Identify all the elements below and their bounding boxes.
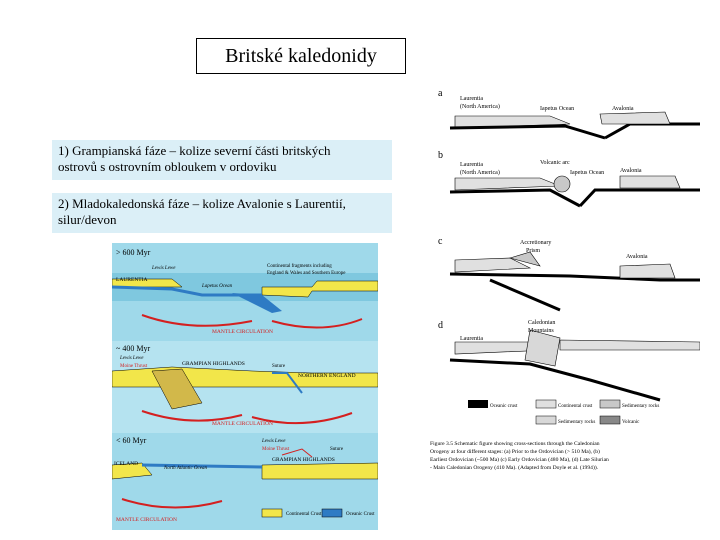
- legend-label: Continental crust: [558, 404, 593, 409]
- caption-line: Orogeny at four different stages: (a) Prior to the Ordovician (> 510 Ma), (b): [430, 449, 600, 455]
- point-line: 1) Grampianská fáze – kolize severní části britských: [58, 143, 331, 158]
- lewis-label: Lewis Lewe: [152, 266, 176, 271]
- stage-letter: d: [438, 320, 443, 331]
- legend-label: Oceanic crust: [490, 404, 518, 409]
- ocean-label: Lapetus Ocean: [202, 284, 233, 289]
- laurentia-label: Laurentia: [460, 336, 483, 342]
- mantle-label: MANTLE CIRCULATION: [212, 421, 273, 427]
- prism-label: Accretionary: [520, 240, 552, 246]
- suture-label: Suture: [330, 447, 344, 452]
- mountains-label: Mountains: [528, 328, 554, 334]
- mantle-label: MANTLE CIRCULATION: [212, 329, 273, 335]
- legend-oceanic-label: Oceanic Crust: [346, 512, 375, 517]
- lewis-label: Lewis Lewe: [120, 356, 144, 361]
- legend-continental-swatch: [262, 509, 282, 517]
- caption-line: - Main Caledonian Orogeny (410 Ma). (Adapted from Doyle et al. (1994)).: [430, 465, 599, 471]
- grampian-label: GRAMPIAN HIGHLANDS: [182, 361, 245, 367]
- laurentia-label: (North America): [460, 104, 500, 110]
- age-label: ~ 400 Myr: [116, 344, 151, 353]
- moine-label: Moine Thrust: [262, 447, 290, 452]
- caption-line: Earliest Ordovician (~500 Ma) (c) Early Ordovician (480 Ma), (d) Late Silurian: [430, 457, 609, 463]
- mountains-label: Caledonian: [528, 320, 556, 326]
- ocean-label: Iapetus Ocean: [570, 170, 605, 176]
- stage-letter: c: [438, 236, 443, 247]
- point-line: 2) Mladokaledonská fáze – kolize Avalonie s Laurentií,: [58, 196, 346, 211]
- fragments-label: England & Wales and Southern Europe: [267, 271, 346, 276]
- avalonia-label: Avalonia: [626, 254, 648, 260]
- iceland-label: ICELAND: [114, 461, 139, 467]
- point-late-caledonian-phase: [52, 193, 392, 233]
- lewis-label: Lewis Lewe: [262, 439, 286, 444]
- panel-400-myr: [112, 341, 378, 433]
- right-orogeny-figure: [430, 80, 700, 540]
- age-label: > 600 Myr: [116, 248, 151, 257]
- stage-a: [438, 88, 700, 138]
- grampian-label: GRAMPIAN HIGHLANDS: [272, 457, 335, 463]
- prism-label: Prism: [526, 248, 541, 254]
- stage-d: [438, 320, 700, 400]
- legend-label: Sedimentary rocks: [622, 404, 660, 409]
- legend-label: Sedimentary rocks: [558, 420, 596, 425]
- stage-b: [438, 150, 700, 206]
- legend-label: Volcanic: [622, 420, 640, 425]
- ocean-label: Iapetus Ocean: [540, 106, 575, 112]
- stage-c: [438, 236, 700, 310]
- avalonia-label: Avalonia: [620, 168, 642, 174]
- mantle-label: MANTLE CIRCULATION: [116, 517, 177, 523]
- arc-label: Volcanic arc: [540, 160, 570, 166]
- point-line: silur/devon: [58, 212, 117, 227]
- stage-letter: b: [438, 150, 443, 161]
- stage-letter: a: [438, 88, 443, 99]
- figure-caption: [430, 440, 609, 471]
- fragments-label: Continental fragments including: [267, 264, 332, 269]
- avalonia-label: Avalonia: [612, 106, 634, 112]
- laurentia-label: Laurentia: [460, 96, 483, 102]
- point-grampian-phase: [52, 140, 392, 180]
- legend-continental-label: Continental Crust: [286, 512, 322, 517]
- laurentia-label: (North America): [460, 170, 500, 176]
- laurentia-label: Laurentia: [460, 162, 483, 168]
- point-line: ostrovů s ostrovním obloukem v ordoviku: [58, 159, 277, 174]
- right-legend: [468, 400, 659, 425]
- north-england-label: NORTHERN ENGLAND: [298, 373, 356, 379]
- moine-label: Moine Thrust: [120, 364, 148, 369]
- age-label: < 60 Myr: [116, 436, 147, 445]
- atlantic-label: North Atlantic Ocean: [164, 466, 207, 471]
- caption-line: Figure 3.5 Schematic figure showing cross-sections through the Caledonian: [430, 441, 600, 447]
- left-tectonic-figure: [112, 243, 378, 530]
- legend-oceanic-swatch: [322, 509, 342, 517]
- slide-title: Britské kaledonidy: [196, 38, 406, 74]
- laurentia-label: LAURENTIA: [116, 277, 148, 283]
- suture-label: Suture: [272, 364, 286, 369]
